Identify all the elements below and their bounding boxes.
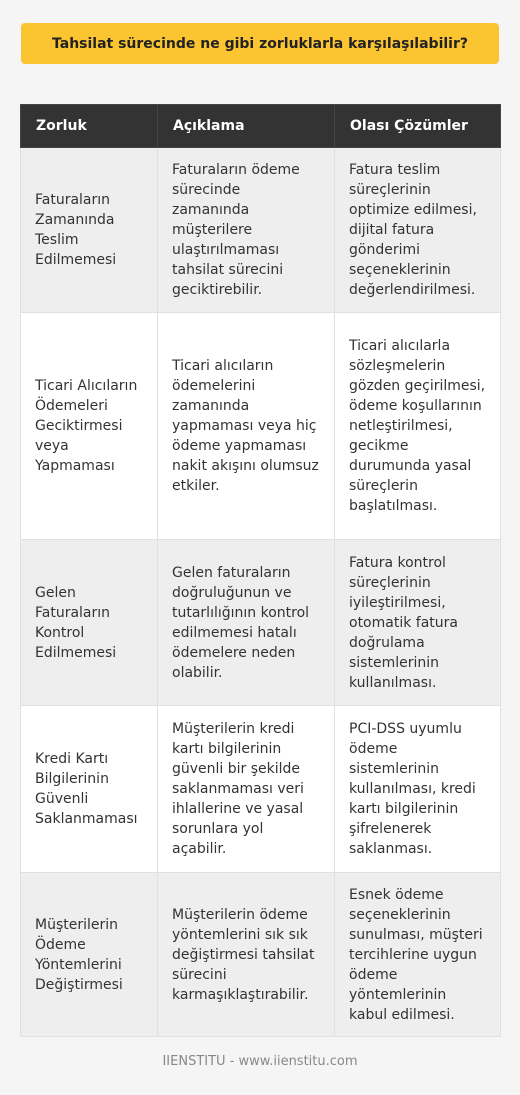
cell-cozum: Fatura teslim süreçlerinin optimize edilmesi, dijital fatura gönderimi seçeneklerinin değerlendirilmesi. bbox=[335, 148, 501, 313]
cell-aciklama: Faturaların ödeme sürecinde zamanında müşterilere ulaştırılmaması tahsilat sürecini geciktirebilir. bbox=[158, 148, 335, 313]
table-row bbox=[21, 148, 501, 313]
cell-zorluk: Faturaların Zamanında Teslim Edilmemesi bbox=[21, 148, 158, 313]
cell-zorluk: Müşterilerin Ödeme Yöntemlerini Değiştirmesi bbox=[21, 873, 158, 1037]
cell-aciklama: Ticari alıcıların ödemelerini zamanında yapmaması veya hiç ödeme yapmaması nakit akışını olumsuz etkiler. bbox=[158, 313, 335, 540]
table-row bbox=[21, 706, 501, 873]
cell-aciklama: Müşterilerin ödeme yöntemlerini sık sık değiştirmesi tahsilat sürecini karmaşıklaştırabilir. bbox=[158, 873, 335, 1037]
table-row bbox=[21, 313, 501, 540]
cell-zorluk: Ticari Alıcıların Ödemeleri Geciktirmesi veya Yapmaması bbox=[21, 313, 158, 540]
cell-cozum: Fatura kontrol süreçlerinin iyileştirilmesi, otomatik fatura doğrulama sistemlerinin kullanılması. bbox=[335, 540, 501, 706]
header-zorluk: Zorluk bbox=[21, 105, 158, 148]
footer-credit: IIENSTITU - www.iienstitu.com bbox=[162, 1054, 358, 1069]
cell-cozum: Esnek ödeme seçeneklerinin sunulması, müşteri tercihlerine uygun ödeme yöntemlerinin kabul edilmesi. bbox=[335, 873, 501, 1037]
header-aciklama: Açıklama bbox=[158, 105, 335, 148]
header-cozumler: Olası Çözümler bbox=[335, 105, 501, 148]
challenges-table bbox=[20, 104, 501, 1037]
page-title: Tahsilat sürecinde ne gibi zorluklarla karşılaşılabilir? bbox=[21, 23, 499, 64]
cell-aciklama: Gelen faturaların doğruluğunun ve tutarlılığının kontrol edilmemesi hatalı ödemelere neden olabilir. bbox=[158, 540, 335, 706]
cell-zorluk: Kredi Kartı Bilgilerinin Güvenli Saklanmaması bbox=[21, 706, 158, 873]
cell-zorluk: Gelen Faturaların Kontrol Edilmemesi bbox=[21, 540, 158, 706]
cell-aciklama: Müşterilerin kredi kartı bilgilerinin güvenli bir şekilde saklanmaması veri ihlallerine ve yasal sorunlara yol açabilir. bbox=[158, 706, 335, 873]
table-row bbox=[21, 873, 501, 1037]
cell-cozum: Ticari alıcılarla sözleşmelerin gözden geçirilmesi, ödeme koşullarının netleştirilmesi, gecikme durumunda yasal süreçlerin başlatılması. bbox=[335, 313, 501, 540]
cell-cozum: PCI-DSS uyumlu ödeme sistemlerinin kullanılması, kredi kartı bilgilerinin şifrelenerek saklanması. bbox=[335, 706, 501, 873]
table-header-row bbox=[21, 105, 501, 148]
table-row bbox=[21, 540, 501, 706]
